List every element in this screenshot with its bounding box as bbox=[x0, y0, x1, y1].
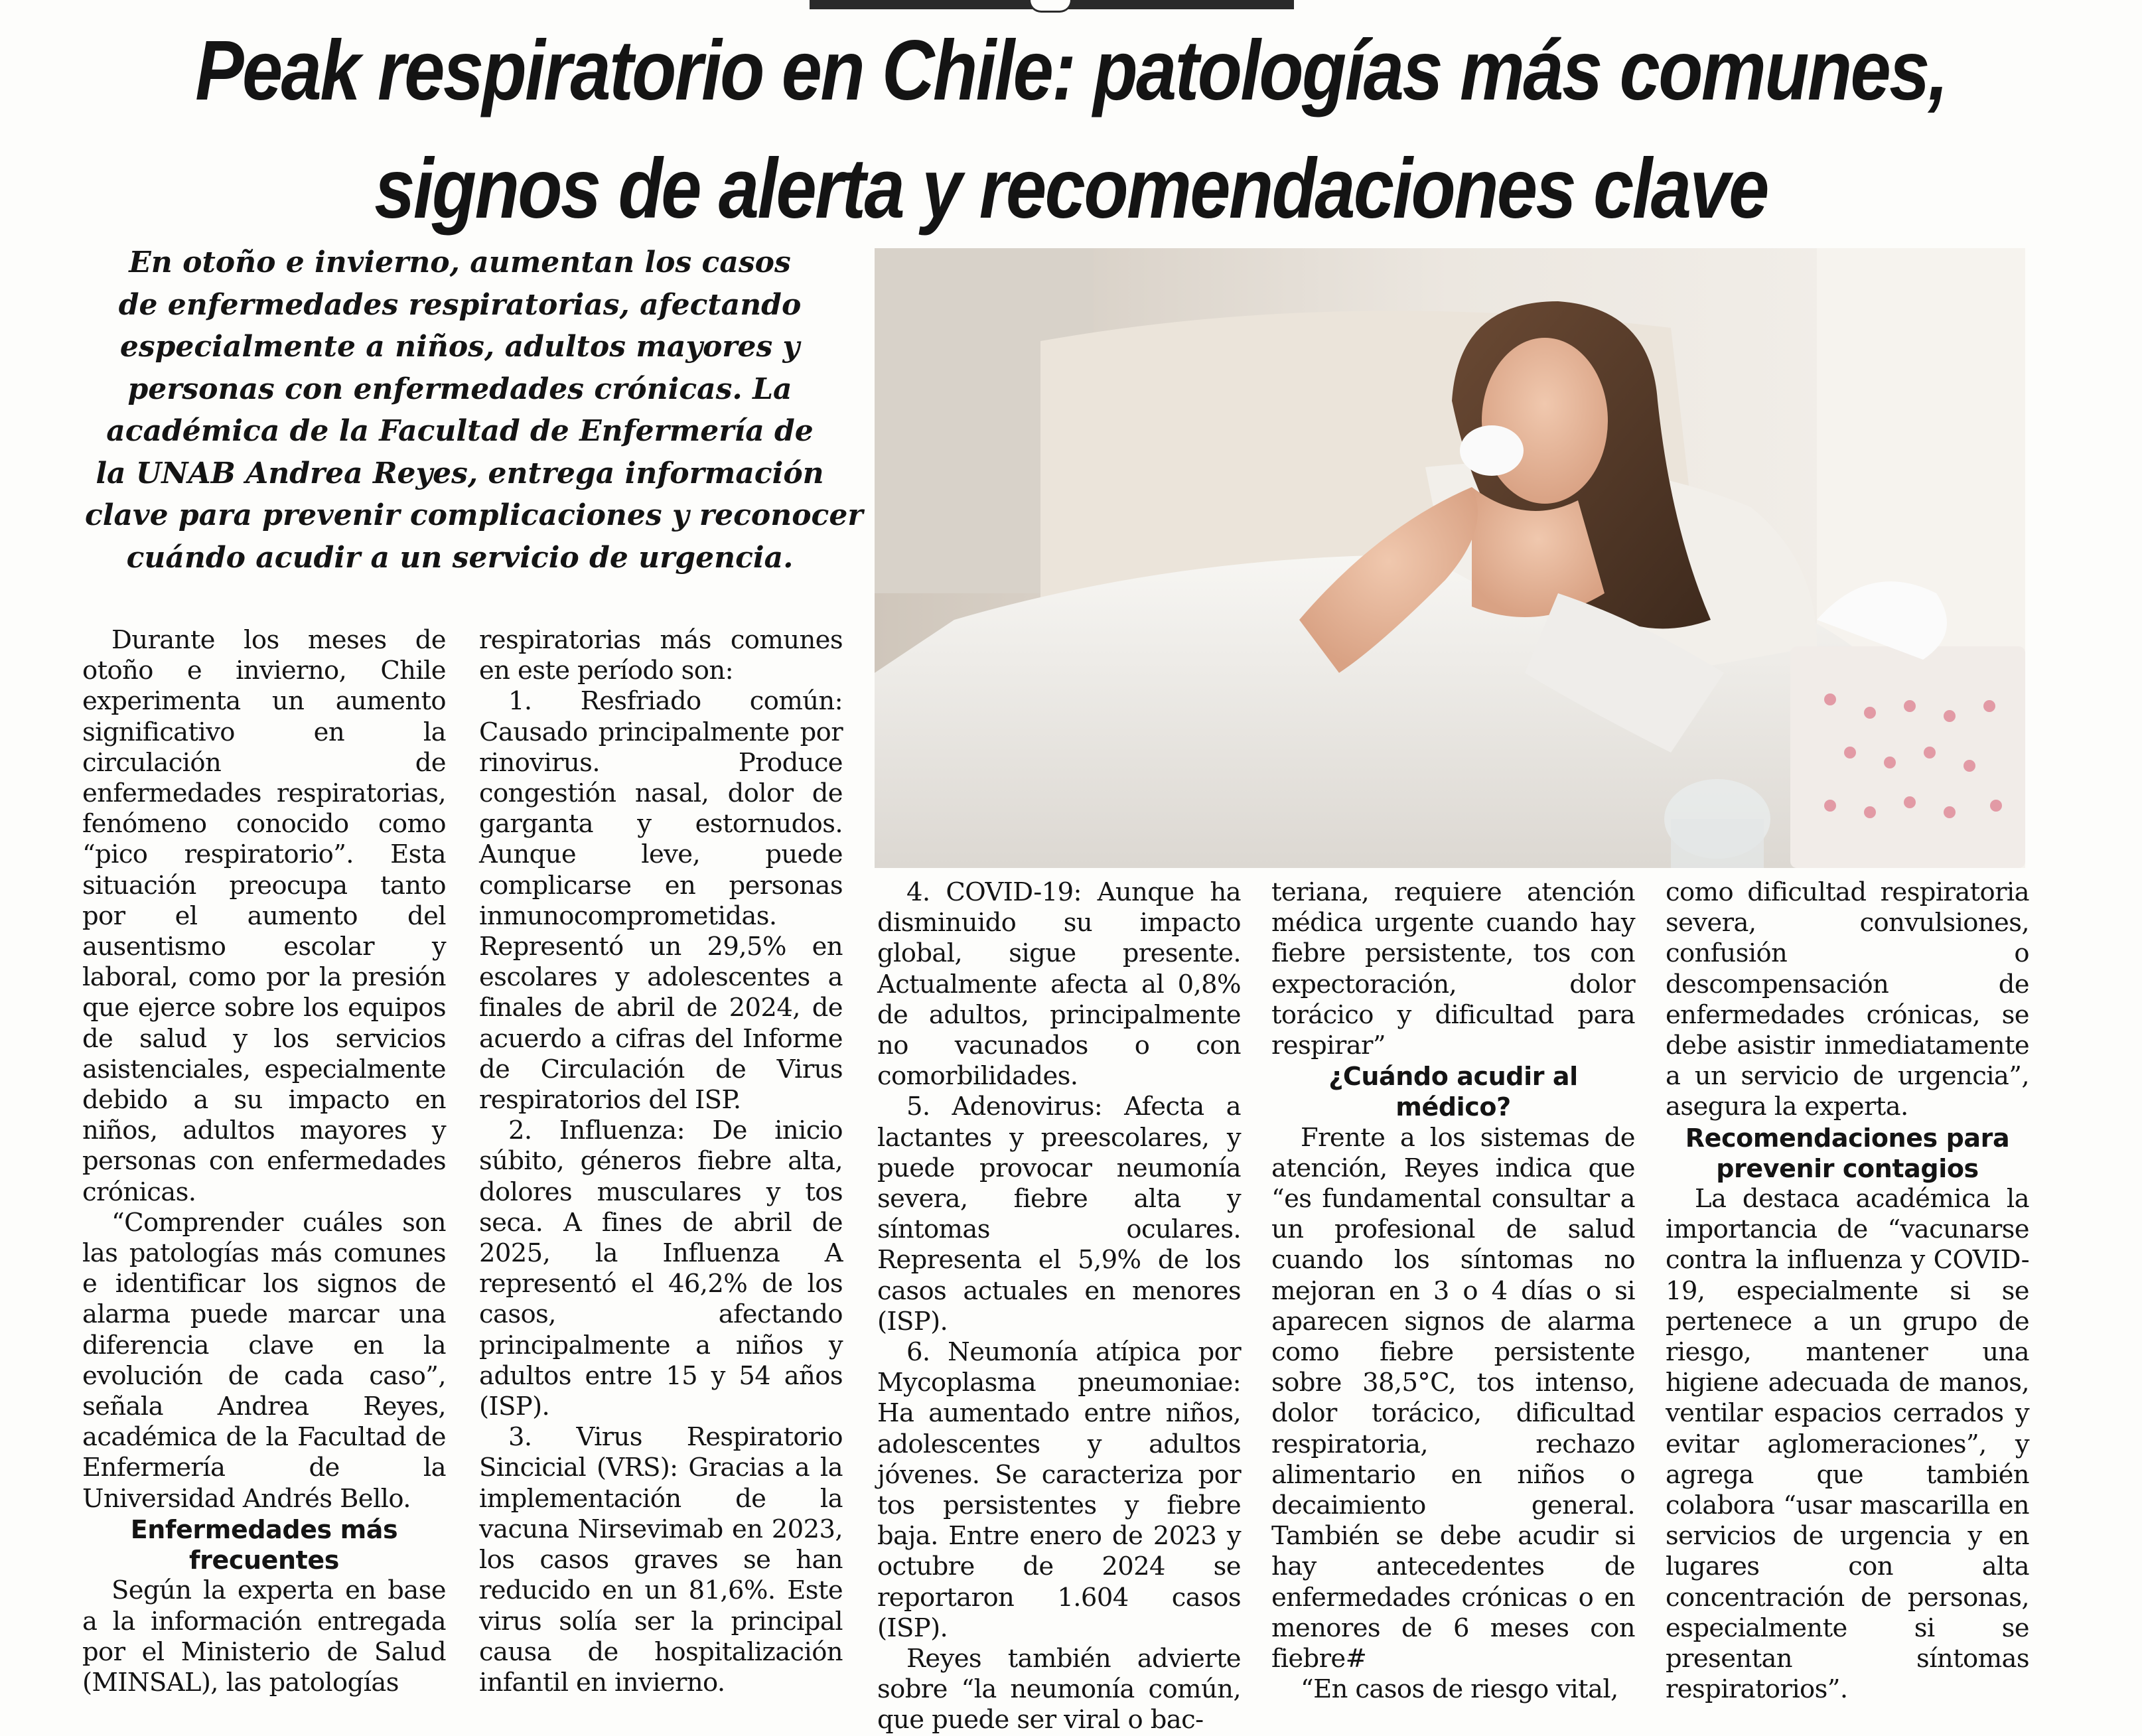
paragraph: 4. COVID-19: Aunque ha disminuido su impacto global, sigue presente. Actualmente afecta al 0,8% de adultos, principalmente no vacunados o con comorbilidades. bbox=[877, 877, 1241, 1092]
paragraph: 2. Influenza: De inicio súbito, géneros fiebre alta, dolores musculares y tos seca. A fines de abril de 2025, la Influenza A representó el 46,2% de los casos, afectando principalmente a niños y adultos entre 15 y 54 años (ISP). bbox=[479, 1116, 843, 1422]
lede-line: personas con enfermedades crónicas. La bbox=[127, 372, 792, 406]
lede-line: especialmente a niños, adultos mayores y bbox=[119, 330, 800, 364]
paragraph: “En casos de riesgo vital, bbox=[1301, 1674, 1618, 1705]
paragraph: 5. Adenovirus: Afecta a lactantes y preescolares, y puede provocar neumonía severa, fiebre alta y síntomas oculares. Representa el 5,9% de los casos actuales en menores (ISP). bbox=[877, 1092, 1241, 1337]
seal-icon bbox=[1029, 0, 1072, 13]
section-heading: ¿Cuándo acudir al médico? bbox=[1328, 1062, 1578, 1122]
paragraph: “Comprender cuáles son las patologías más comunes e identificar los signos de alarma puede marcar una diferencia clave en la evolución de cada caso”, señala Andrea Reyes, académica de la Facultad de Enfermería de la Universidad Andrés Bello. bbox=[82, 1207, 446, 1514]
lede-line: En otoño e invierno, aumentan los casos bbox=[129, 246, 791, 279]
paragraph: 6. Neumonía atípica por Mycoplasma pneumoniae: Ha aumentado entre niños, adolescentes y adultos jóvenes. Se caracteriza por tos persistentes y fiebre baja. Entre enero de 2023 y octubre de 2024 se reportaron 1.604 casos (ISP). bbox=[877, 1337, 1241, 1643]
article-column-4 bbox=[1271, 877, 1635, 1705]
section-heading: Enfermedades más frecuentes bbox=[130, 1514, 398, 1575]
lede-line: cuándo acudir a un servicio de urgencia. bbox=[126, 540, 794, 575]
paragraph: Durante los meses de otoño e invierno, Chile experimenta un aumento significativo en la circulación de enfermedades respiratorias, fenómeno conocido como “pico respiratorio”. Esta situación preocupa tanto por el aumento del ausentismo escolar y laboral, como por la presión que ejerce sobre los equipos de salud y los servicios asistenciales, especialmente debido a su impacto en niños, adultos mayores y personas con enfermedades crónicas. bbox=[82, 625, 446, 1207]
lede-line: clave para prevenir complicaciones y reconocer bbox=[85, 498, 863, 532]
headline-line-2: signos de alerta y recomendaciones clave bbox=[374, 141, 1768, 236]
top-rule bbox=[810, 0, 1294, 9]
lede-line: la UNAB Andrea Reyes, entrega información bbox=[96, 456, 824, 490]
lede-line: académica de la Facultad de Enfermería de bbox=[106, 414, 814, 448]
paragraph: La destaca académica la importancia de “vacunarse contra la influenza y COVID-19, especialmente si se pertenece a un grupo de riesgo, mantener una higiene adecuada de manos, ventilar espacios cerrados y evitar aglomeraciones”, y agrega que también colabora “usar mascarilla en servicios de urgencia y en lugares con alta concentración de personas, especialmente si se presentan síntomas respiratorios”. bbox=[1666, 1184, 2029, 1705]
article-column-5 bbox=[1666, 877, 2029, 1705]
headline bbox=[173, 12, 1969, 248]
lede-line: de enfermedades respiratorias, afectando bbox=[118, 287, 802, 322]
lede bbox=[85, 242, 863, 579]
woman-sick-in-bed-photo bbox=[875, 248, 2025, 868]
article-column-3 bbox=[877, 877, 1241, 1736]
article-column-2 bbox=[479, 625, 843, 1698]
article-photo bbox=[875, 248, 2025, 868]
paragraph: Según la experta en base a la información entregada por el Ministerio de Salud (MINSAL), las patologías bbox=[82, 1575, 446, 1698]
paragraph: 1. Resfriado común: Causado principalmente por rinovirus. Produce congestión nasal, dolor de garganta y estornudos. Aunque leve, puede complicarse en personas inmunocomprometidas. Representó un 29,5% en escolares y adolescentes a finales de abril de 2024, de acuerdo a cifras del Informe de Circulación de Virus respiratorios del ISP. bbox=[479, 686, 843, 1116]
paragraph: Reyes también advierte sobre “la neumonía común, que puede ser viral o bac- bbox=[877, 1644, 1241, 1735]
headline-line-1: Peak respiratorio en Chile: patologías más comunes, bbox=[195, 23, 1947, 118]
paragraph: Frente a los sistemas de atención, Reyes indica que “es fundamental consultar a un profesional de salud cuando los síntomas no mejoran en 3 o 4 días o si aparecen signos de alarma como fiebre persistente sobre 38,5°C, tos intenso, dolor torácico, dificultad respiratoria, rechazo alimentario en niños o decaimiento general. También se debe acudir si hay antecedentes de enfermedades crónicas o en menores de 6 meses con fiebre# bbox=[1271, 1122, 1635, 1674]
paragraph: como dificultad respiratoria severa, convulsiones, confusión o descompensación de enfermedades crónicas, se debe asistir inmediatamente a un servicio de urgencia”, asegura la experta. bbox=[1666, 877, 2029, 1122]
paragraph: respiratorias más comunes en este período son: bbox=[479, 625, 843, 686]
article-column-1 bbox=[82, 625, 446, 1698]
paragraph: 3. Virus Respiratorio Sincicial (VRS): Gracias a la implementación de la vacuna Nirsevimab en 2023, los casos graves se han reducido en un 81,6%. Este virus solía ser la principal causa de hospitalización infantil en invierno. bbox=[479, 1422, 843, 1698]
paragraph: teriana, requiere atención médica urgente cuando hay fiebre persistente, tos con expectoración, dolor torácico y dificultad para respirar” bbox=[1271, 877, 1635, 1061]
section-heading: Recomendaciones para prevenir contagios bbox=[1685, 1123, 2010, 1183]
